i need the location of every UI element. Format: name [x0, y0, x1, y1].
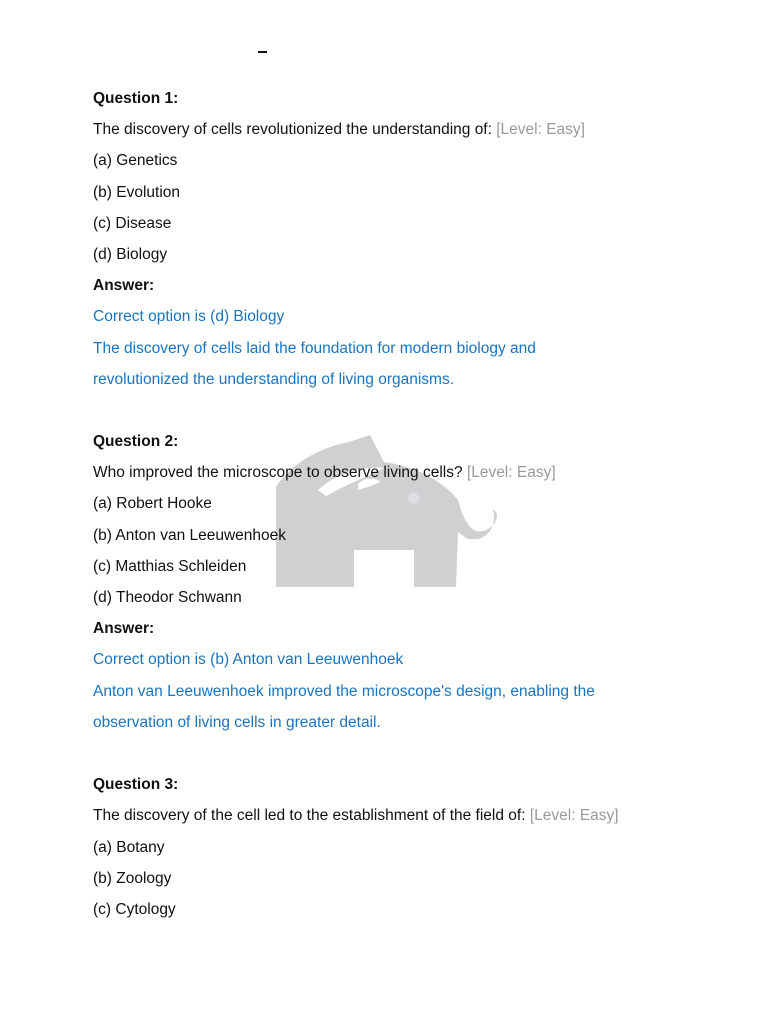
- question-2-heading: Question 2:: [93, 433, 179, 451]
- question-3-option-b: (b) Zoology: [93, 869, 172, 887]
- question-1-option-c: (c) Disease: [93, 214, 172, 232]
- question-1-explanation-line-1: The discovery of cells laid the foundation for modern biology and: [93, 339, 536, 357]
- question-1-correct-option: Correct option is (d) Biology: [93, 308, 285, 326]
- question-1-stem: The discovery of cells revolutionized the understanding of:: [93, 121, 492, 139]
- question-3-option-c: (c) Cytology: [93, 900, 176, 918]
- question-2-explanation-line-2: observation of living cells in greater detail.: [93, 713, 381, 731]
- question-2-option-d: (d) Theodor Schwann: [93, 589, 242, 606]
- question-2-correct-option: Correct option is (b) Anton van Leeuwenhoek: [93, 651, 404, 669]
- question-1-text: [93, 117, 713, 148]
- question-3-level: [Level: Easy]: [529, 807, 619, 825]
- question-2-level: [Level: Easy]: [466, 464, 556, 482]
- question-2-option-c: (c) Matthias Schleiden: [93, 557, 247, 575]
- question-3-heading: Question 3:: [93, 776, 179, 794]
- question-1-heading: Question 1:: [93, 90, 179, 107]
- question-2-option-a: (a) Robert Hooke: [93, 495, 212, 513]
- spacer: [93, 741, 713, 772]
- question-1-option-b: (b) Evolution: [93, 183, 181, 201]
- worksheet-content: [93, 86, 713, 928]
- question-2-explanation-line-1: Anton van Leeuwenhoek improved the microscope's design, enabling the: [93, 682, 595, 700]
- question-1-answer-label: Answer:: [93, 277, 155, 295]
- question-2-stem: Who improved the microscope to observe living cells?: [93, 464, 463, 482]
- question-3-text: [93, 803, 713, 834]
- header-dash: [258, 51, 267, 53]
- question-3-stem: The discovery of the cell led to the establishment of the field of:: [93, 807, 526, 825]
- question-1-option-a: (a) Genetics: [93, 152, 178, 170]
- spacer: [93, 398, 713, 429]
- question-2-option-b: (b) Anton van Leeuwenhoek: [93, 526, 287, 544]
- question-2-answer-label: Answer:: [93, 620, 155, 638]
- question-1-explanation-line-2: revolutionized the understanding of living organisms.: [93, 370, 455, 388]
- question-1-level: [Level: Easy]: [496, 121, 585, 139]
- question-2-text: [93, 460, 713, 491]
- question-3-option-a: (a) Botany: [93, 838, 165, 856]
- question-1-option-d: (d) Biology: [93, 245, 168, 263]
